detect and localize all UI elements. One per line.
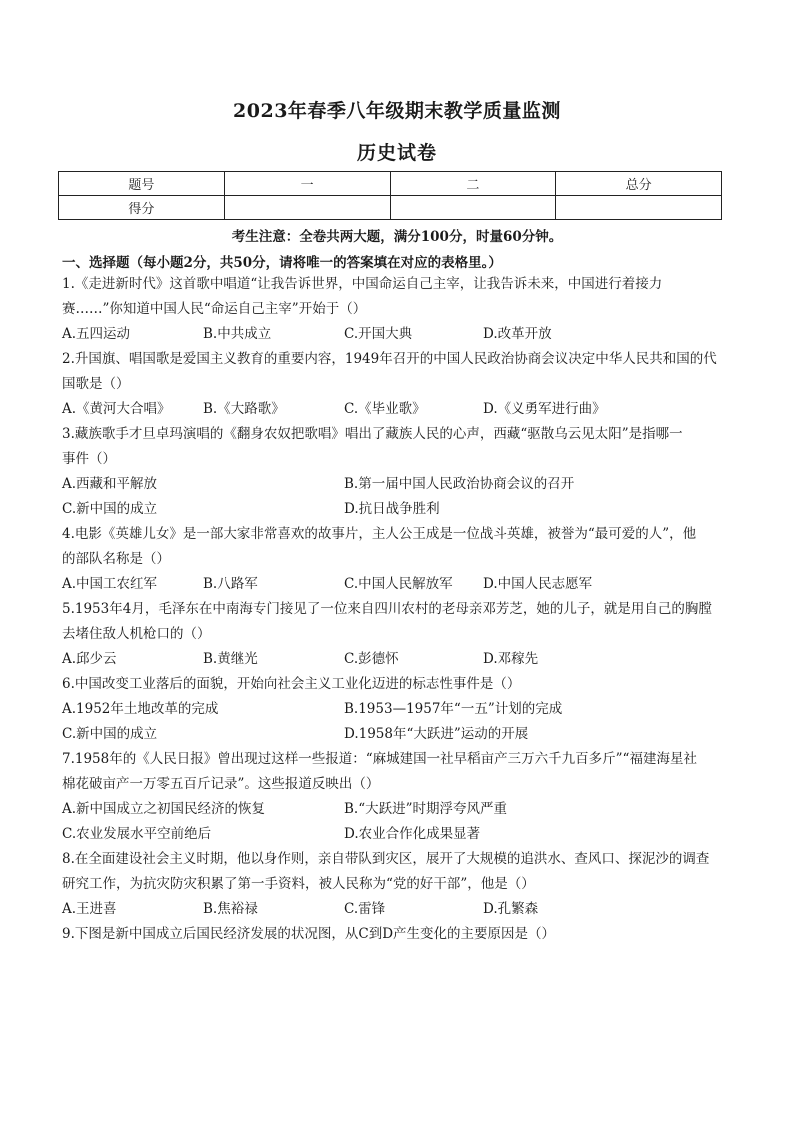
score-cell-empty[interactable]: [390, 196, 556, 220]
question-6-options-row2: [62, 722, 734, 747]
question-line: 研究工作，为抗灾防灾积累了第一手资料，被人民称为“党的好干部”，他是（）: [62, 876, 535, 892]
score-row-label: 得分: [59, 196, 225, 220]
question-4: [62, 522, 734, 572]
exam-title: 2023年春季八年级期末教学质量监测: [233, 100, 561, 122]
question-7-options-row1: [62, 797, 734, 822]
question-line: 4.电影《英雄儿女》是一部大家非常喜欢的故事片，主人公王成是一位战斗英雄，被誉为“最可爱的人”，他: [62, 526, 697, 542]
question-1-options: [62, 322, 734, 347]
question-8: [62, 847, 734, 897]
option-a: A.新中国成立之初国民经济的恢复: [62, 801, 266, 817]
option-d: D.改革开放: [483, 326, 552, 342]
score-table-header-row: [59, 172, 722, 196]
question-3: [62, 422, 734, 472]
option-d: D.《义勇军进行曲》: [483, 401, 606, 417]
question-5-options: [62, 647, 734, 672]
option-a: A.五四运动: [62, 326, 131, 342]
question-6: [62, 672, 734, 697]
question-4-options: [62, 572, 734, 597]
question-line: 赛……”你知道中国人民“命运自己主宰”开始于（）: [62, 301, 367, 317]
question-3-options-row1: [62, 472, 734, 497]
question-3-options-row2: [62, 497, 734, 522]
question-1: [62, 272, 734, 322]
option-b: B.八路军: [203, 576, 258, 592]
question-line: 国歌是（）: [62, 376, 130, 392]
option-c: C.雷锋: [344, 901, 386, 917]
score-cell-empty[interactable]: [556, 196, 722, 220]
question-line: 8.在全面建设社会主义时期，他以身作则，亲自带队到灾区，展开了大规模的追洪水、查风口、探泥沙的调查: [62, 851, 710, 867]
question-line: 9.下图是新中国成立后国民经济发展的状况图，从C到D产生变化的主要原因是（）: [62, 926, 556, 942]
option-c: C.《毕业歌》: [344, 401, 426, 417]
option-a: A.1952年土地改革的完成: [62, 701, 219, 717]
question-line: 事件（）: [62, 451, 116, 467]
question-8-options: [62, 897, 734, 922]
option-b: B.中共成立: [203, 326, 272, 342]
option-c: C.彭德怀: [344, 651, 399, 667]
option-d: D.中国人民志愿军: [483, 576, 593, 592]
question-line: 2.升国旗、唱国歌是爱国主义教育的重要内容，1949年召开的中国人民政治协商会议决定中华人民共和国的代: [62, 351, 717, 367]
score-header-cell: 总分: [556, 172, 722, 196]
question-9: [62, 922, 734, 947]
option-a: A.中国工农红军: [62, 576, 158, 592]
option-d: D.抗日战争胜利: [344, 501, 440, 517]
question-line: 1.《走进新时代》这首歌中唱道“让我告诉世界，中国命运自己主宰，让我告诉未来，中国进行着接力: [62, 276, 663, 292]
score-table: [58, 171, 722, 220]
option-d: D.农业合作化成果显著: [344, 826, 481, 842]
score-header-cell: 一: [224, 172, 390, 196]
question-7: [62, 747, 734, 797]
score-header-cell: 二: [390, 172, 556, 196]
option-b: B.第一届中国人民政治协商会议的召开: [344, 476, 575, 492]
option-c: C.中国人民解放军: [344, 576, 453, 592]
option-a: A.《黄河大合唱》: [62, 401, 171, 417]
score-cell-empty[interactable]: [224, 196, 390, 220]
question-2-options: [62, 397, 734, 422]
question-7-options-row2: [62, 822, 734, 847]
option-b: B.《大路歌》: [203, 401, 285, 417]
option-a: A.西藏和平解放: [62, 476, 158, 492]
question-6-options-row1: [62, 697, 734, 722]
option-c: C.开国大典: [344, 326, 413, 342]
question-line: 棉花破亩产一万零五百斤记录”。这些报道反映出（）: [62, 776, 380, 792]
option-a: A.邱少云: [62, 651, 117, 667]
option-d: D.1958年“大跃进”运动的开展: [344, 726, 529, 742]
option-c: C.农业发展水平空前绝后: [62, 826, 212, 842]
question-line: 的部队名称是（）: [62, 551, 170, 567]
option-b: B.黄继光: [203, 651, 258, 667]
option-c: C.新中国的成立: [62, 726, 158, 742]
question-line: 6.中国改变工业落后的面貌，开始向社会主义工业化迈进的标志性事件是（）: [62, 676, 521, 692]
section-heading-choice: 一、选择题（每小题2分，共50分，请将唯一的答案填在对应的表格里。）: [62, 255, 502, 271]
option-b: B.焦裕禄: [203, 901, 258, 917]
option-d: D.孔繁森: [483, 901, 539, 917]
question-2: [62, 347, 734, 397]
score-table-score-row: [59, 196, 722, 220]
question-line: 7.1958年的《人民日报》曾出现过这样一些报道：“麻城建国一社早稻亩产三万六千九百多斤”“福建海星社: [62, 751, 697, 767]
score-header-cell: 题号: [59, 172, 225, 196]
question-line: 5.1953年4月，毛泽东在中南海专门接见了一位来自四川农村的老母亲邓芳芝，她的儿子，就是用自己的胸膛: [62, 601, 712, 617]
exam-notice: 考生注意：全卷共两大题，满分100分，时量60分钟。: [231, 229, 563, 245]
question-line: 3.藏族歌手才旦卓玛演唱的《翻身农奴把歌唱》唱出了藏族人民的心声，西藏“驱散乌云见太阳”是指哪一: [62, 426, 683, 442]
option-b: B.1953—1957年“一五”计划的完成: [344, 701, 563, 717]
option-a: A.王进喜: [62, 901, 117, 917]
question-line: 去堵住敌人机枪口的（）: [62, 626, 211, 642]
option-d: D.邓稼先: [483, 651, 539, 667]
question-5: [62, 597, 734, 647]
option-c: C.新中国的成立: [62, 501, 158, 517]
exam-subtitle: 历史试卷: [356, 142, 437, 164]
option-b: B.“大跃进”时期浮夸风严重: [344, 801, 508, 817]
